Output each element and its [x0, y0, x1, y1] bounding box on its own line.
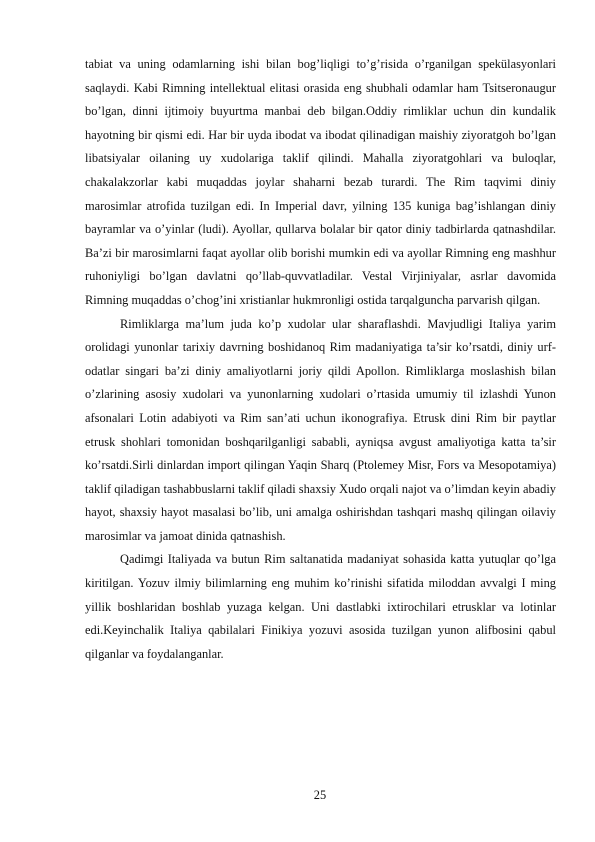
page-content [85, 53, 556, 666]
paragraph-2: Rimliklarga ma’lum juda ko’p xudolar ular sharaflashdi. Mavjudligi Italiya yarim orolidagi yunonlar tarixiy davrning boshidanoq Rim madaniyatiga ta’sir ko’rsatdi, diniy urf-odatlar singari ba’zi diniy amaliyotlarni joriy qildi Apollon. Rimliklarga moslashish bilan o’zlarining asosiy xudolari va yunonlarning xudolari o’rtasida umumiy til izlashdi Yunon afsonalari Lotin adabiyoti va Rim san’ati uchun ikonografiya. Etrusk dini Rim bir paytlar etrusk shohlari tomonidan boshqarilganligi sababli, ayniqsa avgust amaliyotiga katta ta’sir ko’rsatdi.Sirli dinlardan import qilingan Yaqin Sharq (Ptolemey Misr, Fors va Mesopotamiya) taklif qiladigan tashabbuslarni taklif qiladi shaxsiy Xudo orqali najot va o’limdan keyin abadiy hayot, shaxsiy hayot masalasi bo’lib, uni amalga oshirishdan tashqari mashq qilingan oilaviy marosimlar va jamoat dinida qatnashish. [85, 316, 556, 543]
paragraph-1: tabiat va uning odamlarning ishi bilan bog’liqligi to’g’risida o’rganilgan spekülasyonlari saqlaydi. Kabi Rimning intellektual elitasi orasida eng shubhali odamlar ham Tsitseronaugur bo’lgan, dinni ijtimoiy buyurtma manbai deb bilgan.Oddiy rimliklar uchun din kundalik hayotning bir qismi edi. Har bir uyda ibodat va ibodat qilinadigan maishiy ziyoratgoh bo’lgan libatsiyalar oilaning uy xudolariga taklif qilindi. Mahalla ziyoratgohlari va buloqlar, chakalakzorlar kabi muqaddas joylar shaharni bezab turardi. The Rim taqvimi diniy marosimlar atrofida tuzilgan edi. In Imperial davr, yilning 135 kuniga bag’ishlangan diniy bayramlar va o’yinlar (ludi). Ayollar, qullarva bolalar bir qator diniy tadbirlarda qatnashdilar. Ba’zi bir marosimlarni faqat ayollar olib borishi mumkin edi va ayollar Rimning eng mashhur ruhoniyligi bo’lgan davlatni qo’llab-quvvatladilar. Vestal Virjiniyalar, asrlar davomida Rimning muqaddas o’chog’ini xristianlar hukmronligi ostida tarqalguncha parvarish qilgan. [85, 57, 556, 307]
page-number: 25 [313, 788, 327, 802]
paragraph-3: Qadimgi Italiyada va butun Rim saltanatida madaniyat sohasida katta yutuqlar qo’lga kiritilgan. Yozuv ilmiy bilimlarning eng muhim ko’rinishi sifatida miloddan avvalgi I ming yillik boshlaridan boshlab yuzaga kelgan. Uni dastlabki ixtirochilari etrusklar va lotinlar edi.Keyinchalik Italiya qabilalari Finikiya yozuvi asosida tuzilgan yunon alifbosini qabul qilganlar va foydalanganlar. [85, 552, 556, 661]
